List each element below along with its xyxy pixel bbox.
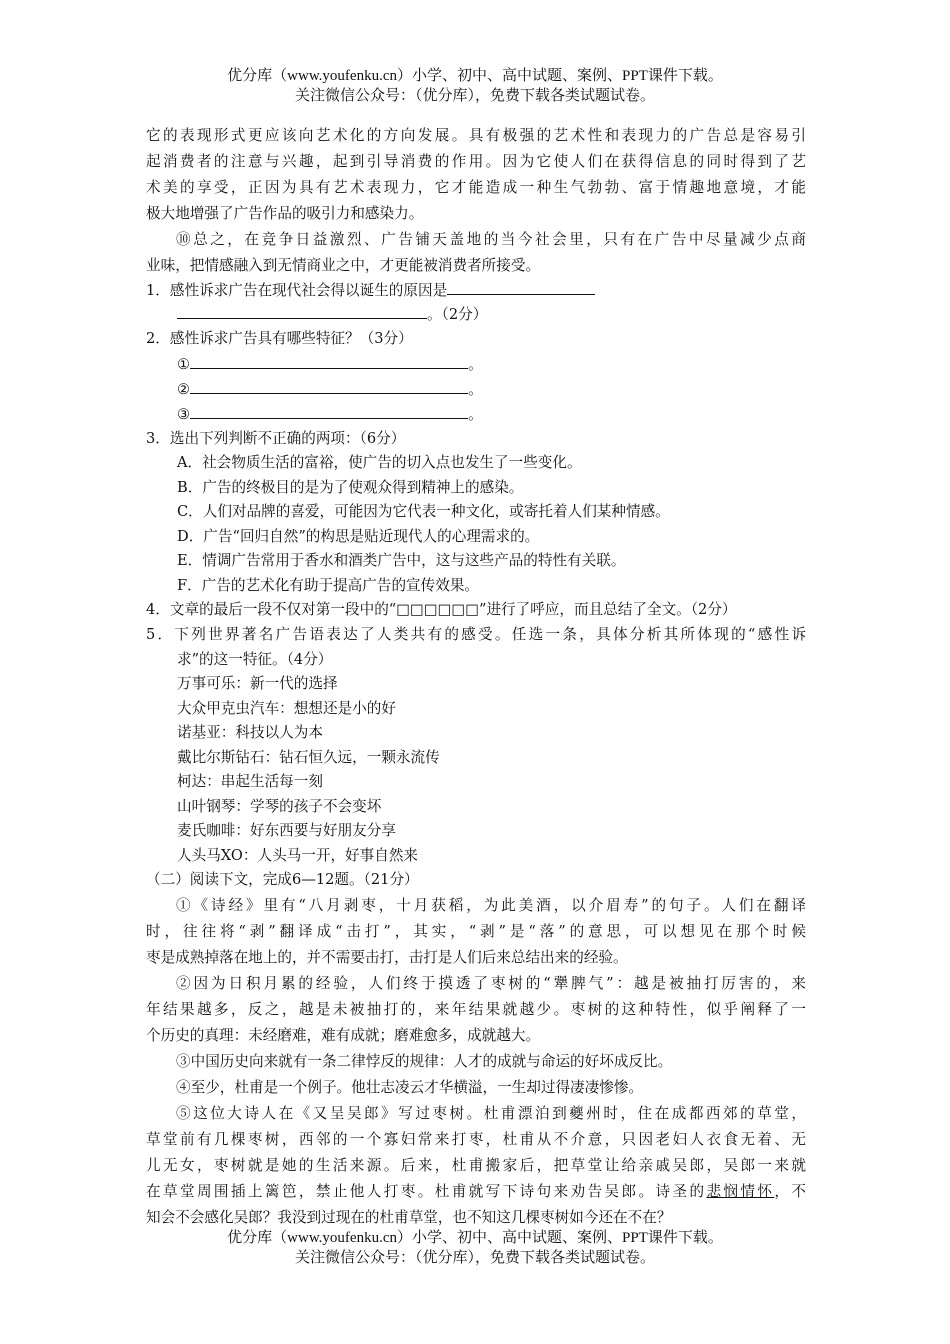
question-5-cont: 求”的这一特征。（4分） [177,651,333,668]
circle-number: ① [177,356,191,373]
question-4: 4．文章的最后一段不仅对第一段中的“□□□□□□”进行了呼应，而且总结了全文。（2分） [146,601,737,618]
question-5: 5．下列世界著名广告语表达了人类共有的感受。任选一条，具体分析其所体现的“感性诉 [146,626,806,643]
option-e: E．情调广告常用于香水和酒类广告中，这与这些产品的特性有关联。 [177,552,626,569]
paragraph-line [146,1182,806,1204]
question-1-end: 。（2分） [427,306,488,323]
paragraph-line: ④至少，杜甫是一个例子。他壮志凌云才华横溢，一生却过得凄凄惨惨。 [176,1079,644,1096]
option-b: B．广告的终极目的是为了使观众得到精神上的感染。 [177,479,524,496]
footer-line-1: 优分库（www.youfenku.cn）小学、初中、高中试题、案例、PPT课件下载。 [227,1230,723,1246]
answer-blank[interactable] [447,280,595,295]
question-1 [146,280,595,302]
question-3: 3．选出下列判断不正确的两项：（6分） [146,430,406,447]
paragraph-line: 知会不会感化吴郎？我没到过现在的杜甫草堂，也不知这几棵枣树如今还在不在？ [146,1209,672,1226]
paragraph-line: ①《诗经》里有“八月剥枣，十月获稻，为此美酒，以介眉寿”的句子。人们在翻译 [176,897,806,914]
paragraph-line: 年结果越多，反之，越是未被抽打的，来年结果就越少。枣树的这种特性，似乎阐释了一 [146,1001,806,1018]
paragraph-line: ②因为日积月累的经验，人们终于摸透了枣树的“犟脾气”：越是被抽打厉害的，来 [176,975,806,992]
slogan: 人头马XO：人头马一开，好事自然来 [177,847,419,864]
section-heading: （二）阅读下文，完成6—12题。（21分） [146,871,419,888]
slogan: 诺基亚：科技以人为本 [177,724,323,741]
paragraph-line: 极大地增强了广告作品的吸引力和感染力。 [146,205,424,222]
paragraph-line: ⑩总之，在竞争日益激烈、广告铺天盖地的当今社会里，只有在广告中尽量减少点商 [176,231,806,248]
footer-line-2: 关注微信公众号：（优分库），免费下载各类试题试卷。 [294,1250,655,1266]
period: 。 [468,406,483,423]
circle-number: ③ [177,406,191,423]
answer-line [177,404,483,426]
answer-blank[interactable] [177,304,427,319]
header-line-2: 关注微信公众号：（优分库），免费下载各类试题试卷。 [294,88,655,104]
period: 。 [468,356,483,373]
answer-line [177,379,483,401]
answer-blank[interactable] [190,379,468,394]
option-c: C．人们对品牌的喜爱，可能因为它代表一种文化，或寄托着人们某种情感。 [177,503,670,520]
paragraph-line: 业味，把情感融入到无情商业之中，才更能被消费者所接受。 [146,257,541,274]
slogan: 戴比尔斯钻石：钻石恒久远，一颗永流传 [177,749,440,766]
circle-number: ② [177,381,191,398]
paragraph-line: 时，往往将“剥”翻译成“击打”，其实，“剥”是“落”的意思，可以想见在那个时候 [146,923,806,940]
paragraph-line: 个历史的真理：未经磨难，难有成就；磨难愈多，成就越大。 [146,1027,541,1044]
question-1-text: 1．感性诉求广告在现代社会得以诞生的原因是 [146,282,448,299]
paragraph-line: 枣是成熟掉落在地上的，并不需要击打，击打是人们后来总结出来的经验。 [146,949,628,966]
paragraph-line: ⑤这位大诗人在《又呈吴郎》写过枣树。杜甫漂泊到夔州时，住在成都西郊的草堂， [176,1105,806,1122]
paragraph-line: 它的表现形式更应该向艺术化的方向发展。具有极强的艺术性和表现力的广告总是容易引 [146,127,806,144]
question-2: 2．感性诉求广告具有哪些特征？（3分） [146,330,413,347]
paragraph-line: 儿无女，枣树就是她的生活来源。后来，杜甫搬家后，把草堂让给亲戚吴郎，吴郎一来就 [146,1157,806,1174]
paragraph-text: 在草堂周围插上篱笆，禁止他人打枣。杜甫就写下诗句来劝告吴郎。诗圣的 [146,1183,707,1200]
underlined-phrase: 悲悯情怀 [706,1183,775,1200]
slogan: 山叶钢琴：学琴的孩子不会变坏 [177,798,382,815]
paragraph-text: ，不 [774,1183,806,1200]
paragraph-line: 起消费者的注意与兴趣，起到引导消费的作用。因为它使人们在获得信息的同时得到了艺 [146,153,806,170]
slogan: 麦氏咖啡：好东西要与好朋友分享 [177,822,396,839]
slogan: 柯达：串起生活每一刻 [177,773,323,790]
paragraph-line: 术美的享受，正因为具有艺术表现力，它才能造成一种生气勃勃、富于情趣地意境，才能 [146,179,806,196]
option-d: D．广告“回归自然”的构思是贴近现代人的心理需求的。 [177,528,540,545]
paragraph-line: ③中国历史向来就有一条二律悖反的规律：人才的成就与命运的好坏成反比。 [176,1053,673,1070]
answer-blank[interactable] [190,354,468,369]
option-a: A．社会物质生活的富裕，使广告的切入点也发生了一些变化。 [177,454,582,471]
answer-line [177,354,483,376]
answer-blank[interactable] [190,404,468,419]
slogan: 万事可乐：新一代的选择 [177,675,338,692]
slogan: 大众甲克虫汽车：想想还是小的好 [177,700,396,717]
question-1-cont [177,304,487,326]
header-line-1: 优分库（www.youfenku.cn）小学、初中、高中试题、案例、PPT课件下载。 [227,68,723,84]
period: 。 [468,381,483,398]
paragraph-line: 草堂前有几棵枣树，西邻的一个寡妇常来打枣，杜甫从不介意，只因老妇人衣食无着、无 [146,1131,806,1148]
option-f: F．广告的艺术化有助于提高广告的宣传效果。 [177,577,480,594]
